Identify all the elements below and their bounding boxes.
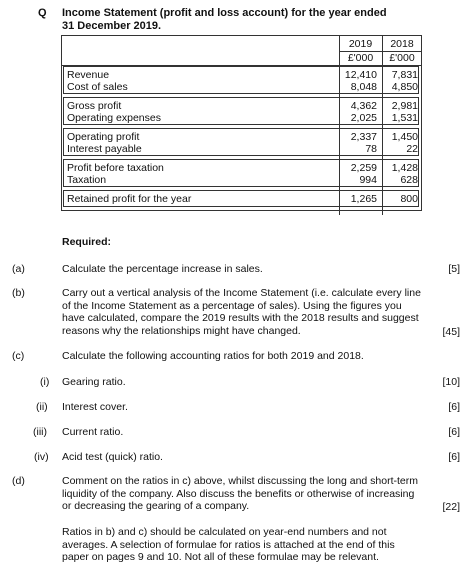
- header-unit-2019: £'000: [347, 52, 374, 64]
- part-c-i-text: Gearing ratio.: [62, 376, 126, 388]
- row-label-cost-of-sales: Cost of sales: [67, 81, 128, 93]
- row-value-2018-interest-payable: 22: [406, 143, 418, 155]
- part-c-text: Calculate the following accounting ratios for both 2019 and 2018.: [62, 350, 364, 362]
- note-line-3: paper on pages 9 and 10. Not all of these formulae may be relevant.: [62, 551, 379, 564]
- part-c-iv-text: Acid test (quick) ratio.: [62, 451, 163, 463]
- row-value-2018-revenue: 7,831: [391, 69, 418, 81]
- question-label: Q: [38, 7, 47, 19]
- part-d-line-1: Comment on the ratios in c) above, whilst discussing the long and short-term: [62, 475, 419, 487]
- title-line-1: Income Statement (profit and loss account) for the year ended: [62, 7, 387, 19]
- part-a-label: (a): [12, 263, 25, 275]
- row-label-operating-profit: Operating profit: [67, 131, 140, 143]
- row-value-2019-cost-of-sales: 8,048: [350, 81, 377, 93]
- header-year-2019: 2019: [348, 38, 373, 50]
- part-c-iii-text: Current ratio.: [62, 426, 124, 438]
- note-line-2: averages. A selection of formulae for ratios is attached at the end of this: [62, 538, 395, 551]
- row-value-2018-profit-before-taxation: 1,428: [391, 162, 418, 174]
- row-value-2019-interest-payable: 78: [365, 143, 377, 155]
- row-label-gross-profit: Gross profit: [67, 100, 122, 112]
- part-d-text: [62, 475, 434, 513]
- part-d-label: (d): [12, 475, 25, 487]
- row-value-2019-retained-profit: 1,265: [350, 193, 377, 205]
- row-value-2019-revenue: 12,410: [344, 69, 377, 81]
- header-year-2018: 2018: [390, 38, 414, 50]
- ratios-note: [62, 526, 434, 564]
- part-c-iv-mark: [6]: [448, 451, 460, 463]
- part-b-line-2: of the Income Statement as a percentage of sales). Using the figures you: [62, 299, 402, 312]
- row-label-revenue: Revenue: [67, 69, 110, 81]
- page-title: [62, 7, 422, 33]
- row-value-2018-cost-of-sales: 4,850: [391, 81, 418, 93]
- note-line-1: Ratios in b) and c) should be calculated on year-end numbers and not: [62, 526, 387, 538]
- row-value-2019-gross-profit: 4,362: [350, 100, 377, 112]
- row-label-operating-expenses: Operating expenses: [67, 112, 161, 124]
- header-unit-2018: £'000: [389, 52, 415, 64]
- part-d-mark: [22]: [442, 501, 460, 513]
- part-c-iii-mark: [6]: [448, 426, 460, 438]
- part-a-text: Calculate the percentage increase in sales.: [62, 263, 263, 275]
- part-d-line-3: or decreasing the gearing of a company.: [62, 500, 250, 513]
- row-value-2019-operating-profit: 2,337: [350, 131, 377, 143]
- part-b-label: (b): [12, 287, 25, 299]
- row-value-2018-gross-profit: 2,981: [391, 100, 418, 112]
- row-value-2019-operating-expenses: 2,025: [350, 112, 377, 124]
- row-value-2019-profit-before-taxation: 2,259: [350, 162, 377, 174]
- part-c-ii-mark: [6]: [448, 401, 460, 413]
- row-value-2018-operating-expenses: 1,531: [391, 112, 418, 124]
- row-value-2018-taxation: 628: [400, 174, 418, 186]
- part-c-iii-label: (iii): [33, 426, 47, 438]
- row-value-2018-retained-profit: 800: [400, 193, 418, 205]
- part-b-text: [62, 287, 434, 337]
- row-value-2019-taxation: 994: [359, 174, 377, 186]
- part-c-label: (c): [12, 350, 25, 362]
- part-c-i-mark: [10]: [442, 376, 460, 388]
- part-b-line-3: have calculated, compare the 2019 results with the 2018 results and suggest: [62, 312, 419, 325]
- title-line-2: 31 December 2019.: [62, 20, 162, 32]
- row-label-profit-before-taxation: Profit before taxation: [67, 162, 164, 174]
- part-b-mark: [45]: [442, 326, 460, 338]
- row-label-taxation: Taxation: [67, 174, 107, 186]
- part-c-i-label: (i): [40, 376, 50, 388]
- part-c-ii-label: (ii): [36, 401, 48, 413]
- part-b-line-4: reasons why the relationships might have changed.: [62, 324, 301, 337]
- part-a-mark: [5]: [448, 263, 460, 275]
- part-d-line-2: liquidity of the company. Also discuss the benefits or otherwise of increasing: [62, 487, 415, 500]
- row-label-retained-profit: Retained profit for the year: [67, 193, 192, 205]
- row-label-interest-payable: Interest payable: [67, 143, 142, 155]
- part-c-ii-text: Interest cover.: [62, 401, 128, 413]
- part-b-line-1: Carry out a vertical analysis of the Income Statement (i.e. calculate every line: [62, 287, 421, 299]
- required-heading: Required:: [62, 236, 112, 248]
- part-c-iv-label: (iv): [34, 451, 49, 463]
- row-value-2018-operating-profit: 1,450: [391, 131, 418, 143]
